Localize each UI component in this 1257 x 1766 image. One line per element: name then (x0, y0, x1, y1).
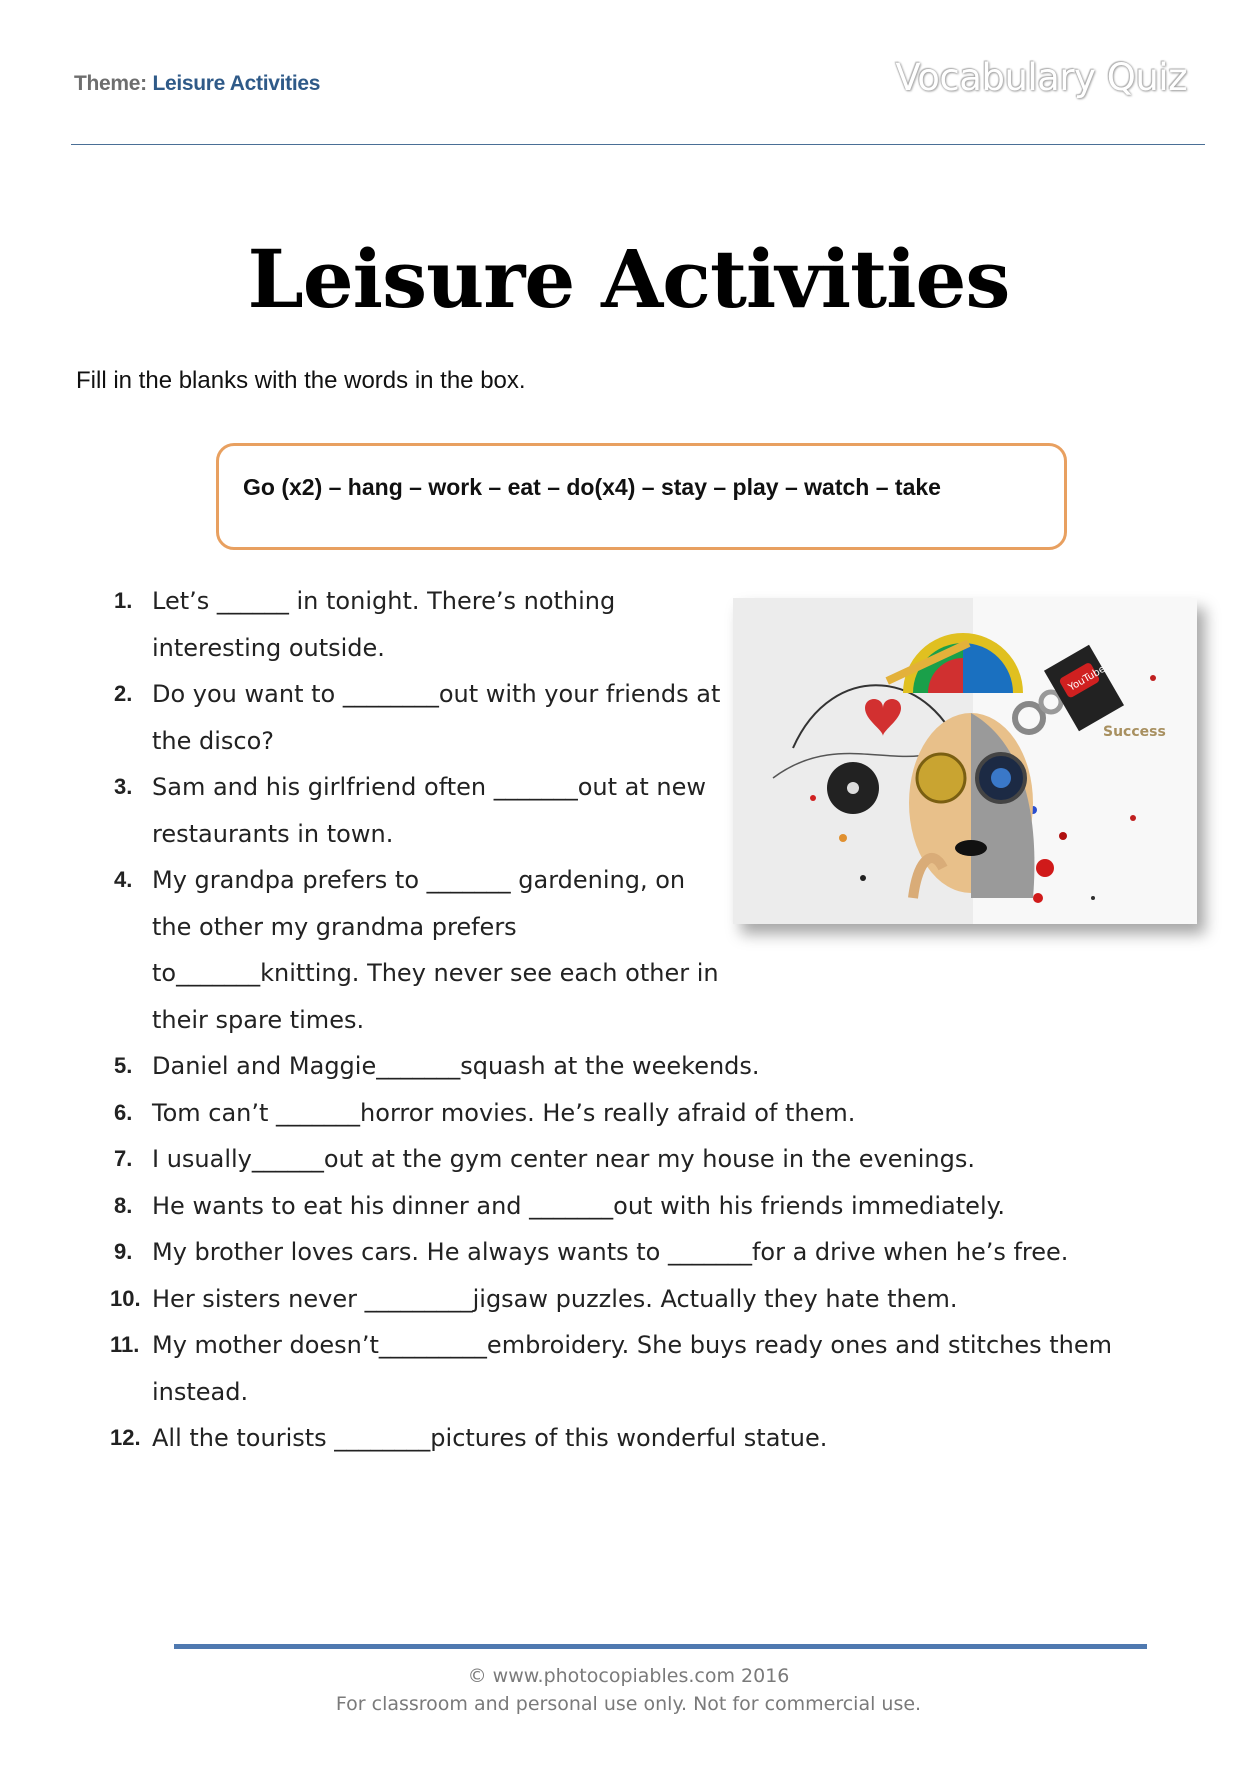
question-6 (110, 1090, 1170, 1137)
footer-usage-note: For classroom and personal use only. Not for commercial use. (335, 1693, 922, 1715)
question-9 (110, 1229, 1170, 1276)
question-text: My mother doesn’t_________embroidery. She buys ready ones and stitches them instead. (152, 1331, 1113, 1406)
header-theme (74, 72, 320, 96)
question-text: My brother loves cars. He always wants to _______for a drive when he’s free. (152, 1238, 1069, 1266)
word-box (216, 443, 1067, 550)
question-number: 7. (114, 1146, 133, 1171)
question-number: 11. (110, 1332, 140, 1357)
header-divider (71, 144, 1205, 145)
question-number: 5. (114, 1053, 133, 1078)
illustration-image (733, 598, 1197, 924)
theme-value: Leisure Activities (152, 72, 321, 95)
question-text: Her sisters never _________jigsaw puzzles. Actually they hate them. (152, 1284, 958, 1313)
badge-text: YouTube (1066, 663, 1108, 694)
word-box-text: Go (x2) – hang – work – eat – do(x4) – stay – play – watch – take (243, 474, 941, 500)
question-text: All the tourists ________pictures of this wonderful statue. (152, 1424, 828, 1452)
question-7 (110, 1136, 1170, 1183)
question-5 (110, 1043, 1170, 1090)
question-10 (110, 1276, 1170, 1323)
question-8 (110, 1183, 1170, 1230)
quiz-title: Vocabulary Quiz (895, 56, 1187, 99)
question-number: 12. (110, 1425, 141, 1450)
footer-divider (174, 1644, 1147, 1649)
question-12 (110, 1415, 1170, 1462)
sign-text: Success (1103, 724, 1166, 740)
question-text: My grandpa prefers to _______ gardening, on the other my grandma prefers to_______knitting. They never see each other in their spare times. (152, 866, 719, 1034)
question-text: Daniel and Maggie_______squash at the weekends. (152, 1052, 760, 1080)
vinyl-record-icon (827, 762, 879, 814)
question-number: 2. (114, 681, 133, 706)
question-text: Let’s ______ in tonight. There’s nothing interesting outside. (152, 587, 616, 662)
instructions: Fill in the blanks with the words in the box. (76, 367, 526, 394)
question-text: Sam and his girlfriend often _______out at new restaurants in town. (152, 773, 707, 848)
page-title: Leisure Activities (247, 232, 1010, 326)
question-number: 6. (114, 1099, 133, 1125)
question-11 (110, 1322, 1170, 1415)
question-number: 3. (114, 774, 133, 799)
footer-copyright: © www.photocopiables.com 2016 (467, 1665, 790, 1687)
question-number: 4. (114, 867, 133, 892)
question-number: 8. (114, 1192, 133, 1218)
question-number: 1. (114, 588, 133, 613)
question-number: 9. (114, 1239, 133, 1264)
question-text: I usually______out at the gym center near my house in the evenings. (152, 1145, 975, 1173)
question-text: He wants to eat his dinner and _______out with his friends immediately. (152, 1191, 1006, 1220)
question-text: Tom can’t _______horror movies. He’s really afraid of them. (152, 1098, 856, 1127)
theme-label: Theme: (74, 72, 147, 95)
question-number: 10. (110, 1285, 141, 1311)
question-text: Do you want to ________out with your friends at the disco? (152, 680, 721, 755)
